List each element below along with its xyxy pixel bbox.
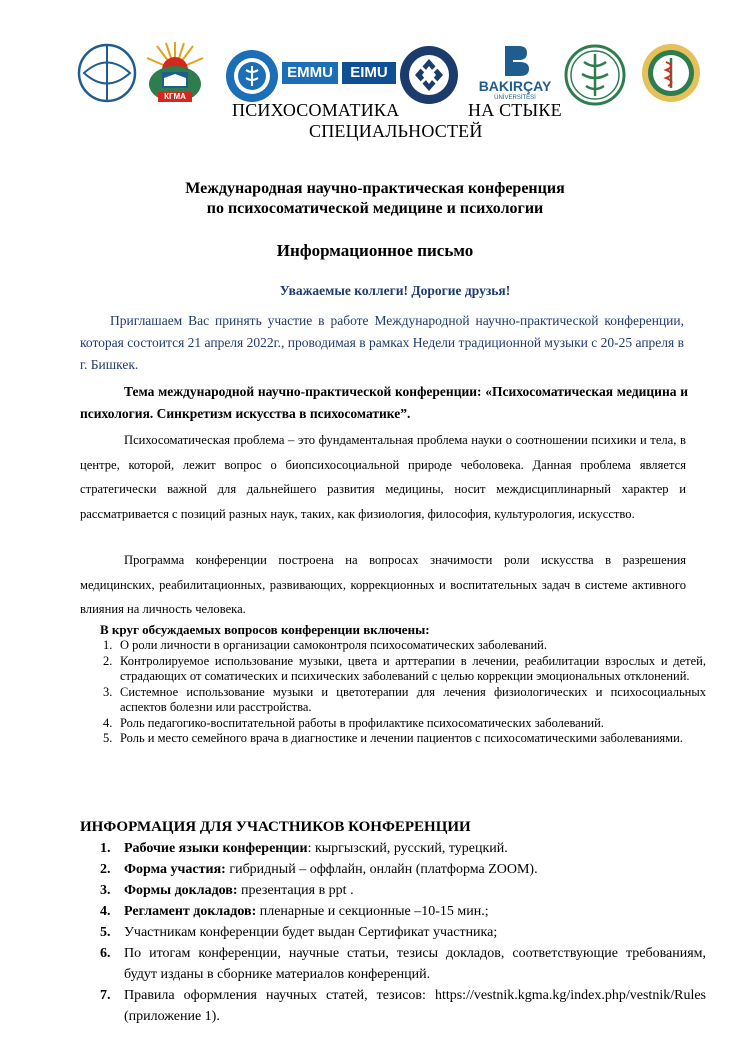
kgma-emblem [142,40,208,106]
medical-university-seal [224,48,280,104]
question-number: 2. [103,653,113,668]
medical-association-seal [640,42,702,104]
info-label: Форма участия: [124,862,226,877]
question-text: Роль педагогико-воспитательной работы в профилактике психосоматических заболеваний. [120,715,604,730]
info-list [100,838,706,1027]
info-text: По итогам конференции, научные статьи, тезисы докладов, соответствующие требованиям, будут изданы в сборнике материалов конференций. [124,946,706,982]
question-number: 5. [103,731,113,745]
question-item [100,716,706,732]
bakircay-university-logo [472,44,558,102]
question-item [100,731,706,747]
question-item [100,685,706,716]
info-number: 1. [100,841,111,856]
questions-heading: В круг обсуждаемых вопросов конференции включены: [100,622,430,637]
info-number: 5. [100,925,111,940]
emmu-label: EMMU [282,62,338,84]
info-text: Участникам конференции будет выдан Сертификат участника; [124,925,498,940]
info-item [100,901,706,922]
info-item [100,859,706,880]
question-text: Контролируемое использование музыки, цвета и арттерапии в лечении, реабилитации взрослых и детей, страдающих от соматических и психических заболеваний с целью коррекции эмоциональных отклонений. [120,653,706,683]
info-number: 4. [100,904,111,919]
ornamental-seal [564,44,626,106]
letter-title: Информационное письмо [276,241,474,260]
info-item [100,880,706,901]
event-title-part2: НА СТЫКЕ [468,100,562,120]
info-number: 6. [100,946,111,961]
conference-title-line1: Международная научно-практическая конференция [185,180,565,197]
emmu-eimu-logo [282,62,396,84]
info-number: 3. [100,883,111,898]
question-text: Роль и место семейного врача в диагностике и лечении пациентов с психосоматическими заболеваниями. [120,731,683,745]
conference-title-line2: по психосоматической медицине и психологии [206,200,544,217]
info-label: Регламент докладов: [124,904,257,919]
bakircay-sublabel: ÜNİVERSİTESİ [494,95,536,101]
paragraph-program: Программа конференции построена на вопросах значимости роли искусства в разрешения медицинских, реабилитационных, развивающих, коррекционных и воспитательных задач в системе активного влияния на личность человека. [80,553,686,616]
info-text: : кыргызский, русский, турецкий. [307,841,508,856]
info-text: пленарные и секционные –10-15 мин.; [256,904,489,919]
info-item [100,838,706,859]
greeting: Уважаемые коллеги! Дорогие друзья! [279,283,511,298]
info-number: 7. [100,988,111,1003]
question-number: 1. [103,638,113,652]
info-label: Формы докладов: [124,883,238,898]
questions-list [100,638,706,747]
question-text: О роли личности в организации самоконтроля психосоматических заболеваний. [120,638,547,652]
intro-paragraph: Приглашаем Вас принять участие в работе Международной научно-практической конференции, которая состоится 21 апреля 2022г., проводимая в рамках Недели традиционной музыки с 20-25 апреля в г. Бишкек. [80,313,684,372]
info-item [100,985,706,1027]
event-title-part3: СПЕЦИАЛЬНОСТЕЙ [309,121,483,141]
info-text: гибридный – оффлайн, онлайн (платформа ZOOM). [225,862,538,877]
info-item [100,922,706,943]
info-number: 2. [100,862,111,877]
info-text: Правила оформления научных статей, тезисов: https://vestnik.kgma.kg/index.php/vestnik/Rules (приложение 1). [124,988,706,1024]
paragraph-psychosomatic-problem: Психосоматическая проблема – это фундаментальная проблема науки о соотношении психики и тела, в центре, которой, лежит вопрос о биопсихосоциальной природе чеболовека. Данная проблема является стратегически важной для дальнейшего развития медицины, носит междисциплинарный характер и рассматривается с позиций разных наук, таких, как физиология, философия, культурология, искусство. [80,433,686,521]
medipol-seal [398,44,460,106]
question-number: 4. [103,715,113,730]
question-item [100,638,706,654]
university-emblem-1 [76,42,138,104]
bakircay-label: BAKIRÇAY [478,78,552,94]
event-title-part1: ПСИХОСОМАТИКА [232,100,400,120]
info-label: Рабочие языки конференции [124,841,308,856]
info-text: презентация в ppt . [237,883,354,898]
question-item [100,654,706,685]
kgma-label: КГМА [164,92,186,101]
eimu-label: EIMU [342,62,396,84]
logo-strip [76,42,716,106]
conference-theme: Тема международной научно-практической конференции: «Психосоматическая медицина и психология. Синкретизм искусства в психосоматике”. [80,384,688,421]
info-section-title: ИНФОРМАЦИЯ ДЛЯ УЧАСТНИКОВ КОНФЕРЕНЦИИ [80,819,471,835]
question-number: 3. [103,684,113,699]
question-text: Системное использование музыки и цветотерапии для лечения физиологических и психосоциальных аспектов болезни или расстройства. [120,684,706,714]
info-item [100,943,706,985]
